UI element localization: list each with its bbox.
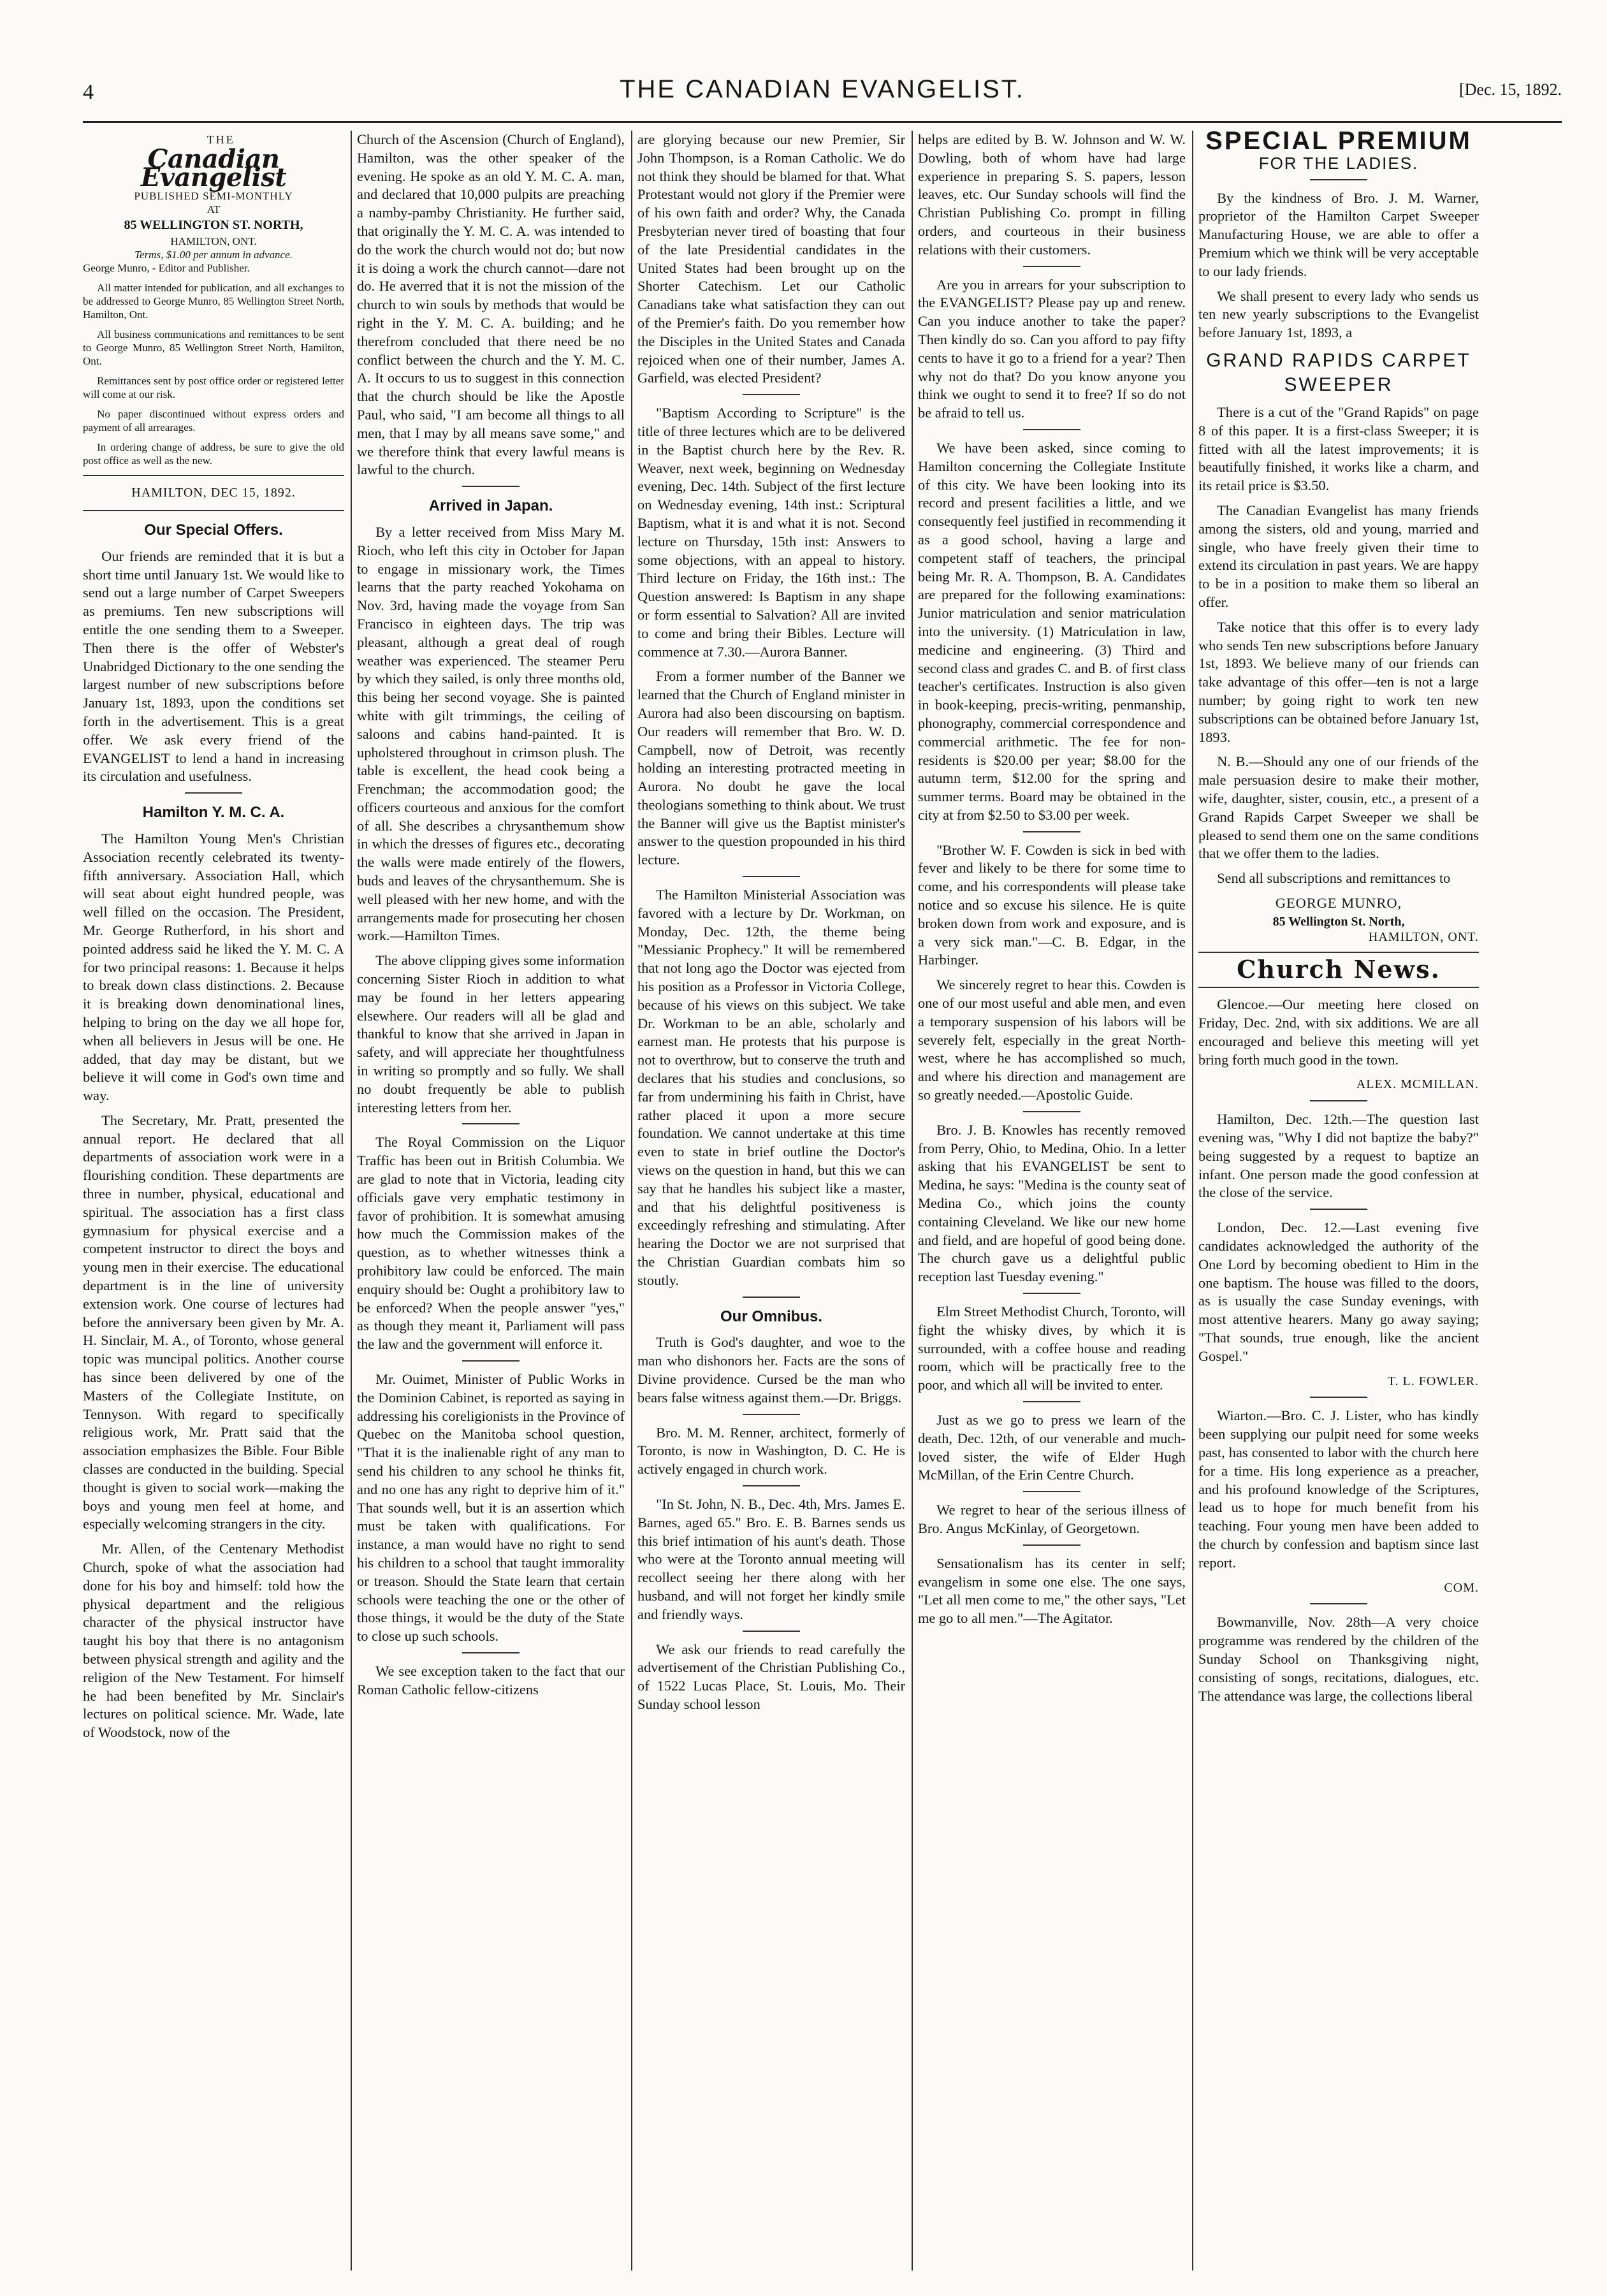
column-divider: [351, 131, 352, 2271]
rule: [743, 1414, 800, 1415]
signature-name: GEORGE MUNRO,: [1275, 894, 1402, 911]
paragraph: From a former number of the Banner we learned that the Church of England minister in Aurora had also been discoursing on baptism. Our readers will remember that Bro. W. D. Campbell, now of Detroit, was recently holding an interesting protracted meeting in Aurora. No doubt he gave the local theologians something to think about. We trust the Banner will give us the Baptist minister's answer to the question propounded in his third lecture.: [637, 668, 905, 868]
paragraph: "Baptism According to Scripture" is the title of three lectures which are to be delivered in the Baptist church here by the Rev. R. Weaver, next week, beginning on Wednesday evening, Dec. 14th. Subject of the first lecture on Wednesday evening, 14th inst.: Scriptural Baptism, what it is and what it is not. Second lecture on Thursday, 15th inst: Answers to some objections, with an appeal to history. Third lecture on Friday, the 16th inst.: The Question answered: Is Baptism in any shape or form essential to Salvation? All are invited to come and bring their Bibles. Lecture will commence at 7.30.—Aurora Banner.: [637, 405, 905, 660]
rule: [462, 1360, 520, 1362]
publisher-address: 85 WELLINGTON ST. NORTH,: [124, 218, 303, 233]
rule: [83, 475, 344, 476]
newspaper-page: [38, 0, 1581, 2296]
rule: [1023, 1544, 1080, 1546]
rule: [462, 1652, 520, 1653]
column-4: [918, 131, 1186, 2271]
paragraph: The Canadian Evangelist has many friends among the sisters, old and young, married and single, who have freely given their time to extend its circulation in past years. We are happy to be in a position to make them so liberal an offer.: [1198, 502, 1479, 610]
column-3: [637, 131, 905, 2271]
rule: [462, 1123, 520, 1124]
news-item: London, Dec. 12.—Last evening five candidates acknowledged the authority of the One Lord by becoming obedient to Him in the one baptism. The house was filled to the doors, as is usually the case Sunday evenings, with most attentive hearers. Many go away saying; "That sounds, true enough, like the ancient Gospel.": [1198, 1219, 1479, 1364]
at-word: AT: [207, 203, 221, 216]
rule: [1023, 1111, 1080, 1112]
special-premium-title: SPECIAL PREMIUM: [1205, 131, 1472, 155]
rule: [1023, 1491, 1080, 1492]
news-signature: COM.: [1444, 1580, 1479, 1595]
rule: [1023, 266, 1080, 267]
section-heading: Hamilton Y. M. C. A.: [142, 804, 285, 822]
subscription-terms: Terms, $1.00 per annum in advance.: [135, 249, 293, 261]
rule: [1023, 1401, 1080, 1402]
paragraph: We have been asked, since coming to Hamilton concerning the Collegiate Institute of this city. We have been looking into its record and present facilities a little, and we consequently feel justified in recommending it as a good school, having a large and competent staff of teachers, the principal being Mr. R. A. Thompson, B. A. Candidates are prepared for the following examinations: Junior matriculation and senior matriculation into the university. (1) Matriculation in law, medicine and engineering. (3) Third and second class and grades C. and B. of first class teacher's certificates. Instruction is also given in book-keeping, precis-writing, penmanship, phonography, commercial correspondence and commercial arithmetic. The fee for non-residents is $20.00 per year; $8.00 for the autumn term, $12.00 for the spring and summer terms. Board may be obtained in the city at from $2.50 to $3.00 per week.: [918, 439, 1186, 823]
publisher-city: HAMILTON, ONT.: [170, 235, 257, 248]
column-divider: [631, 131, 632, 2271]
rule: [743, 1297, 800, 1298]
paragraph: Mr. Allen, of the Centenary Methodist Church, spoke of what the association had done for his boy and himself: told how the physical department and the religious character of the physical instructor have taught his boy that there is no antagonism between physical strength and agility and the religion of the New Testament. For himself he had been benefited by Mr. Sinclair's lectures on political science. Mr. Wade, late of Woodstock, now of the: [83, 1541, 344, 1741]
paragraph: Send all subscriptions and remittances to: [1217, 870, 1451, 887]
church-news-heading: Church News.: [1237, 955, 1441, 984]
paragraph: Are you in arrears for your subscription to the EVANGELIST? Please pay up and renew. Can you induce another to take the paper? Then kindly do so. Can you afford to pay fifty cents to have it go to a friend for a year? Then why not do that? Do you know anyone you think we ought to send it to free? If so do not be afraid to tell us.: [918, 276, 1186, 421]
rule: [1023, 831, 1080, 832]
rule: [1310, 1603, 1367, 1604]
rule: [1310, 1397, 1367, 1398]
signature-city: HAMILTON, ONT.: [1368, 930, 1479, 945]
paragraph: By a letter received from Miss Mary M. Rioch, who left this city in October for Japan to engage in missionary work, the Times learns that the party reached Yokohama on Nov. 3rd, having made the voyage from San Francisco in eighteen days. The trip was pleasant, although a great deal of rough weather was experienced. The steamer Peru by which they sailed, is only three months old, this being her second voyage. She is painted white with gilt trimmings, the ceiling of saloons and cabins hand-painted. It is upholstered throughout in crimson plush. The table is excellent, the head cook being a Frenchman; the accommodation good; the officers courteous and anxious for the comfort of all. She describes a chrysanthemum show in which the dresses of figures etc., decorating the walls were made entirely of the flowers, buds and leaves of the chrysanthemum. She is well pleased with her new home, and with the arrangements made for prosecuting her chosen work.—Hamilton Times.: [357, 523, 625, 944]
sweeper-title: GRAND RAPIDS CARPET SWEEPER: [1206, 349, 1471, 395]
rule: [1023, 429, 1080, 430]
paragraph: We see exception taken to the fact that our Roman Catholic fellow-citizens: [357, 1662, 625, 1697]
paragraph: The Hamilton Ministerial Association was favored with a lecture by Dr. Workman, on Monday, Dec. 12th, the theme being "Messianic Prophecy." It will be remembered that not long ago the Doctor was ejected from his position as a Professor in Victoria College, because of his views on this subject. We take Dr. Workman to be an able, scholarly and earnest man. He protests that his purpose is not to overthrow, but to conserve the truth and declares that his studies and conclusions, so far from undermining his faith in Christ, have rather placed it upon a more secure foundation. We cannot undertake at this time even to state in brief outline the Doctor's views on the question in hand, but this we can say that he handles his subject like a master, and that his delightful positiveness is exceedingly refreshing and stimulating. After hearing the Doctor we are not surprised that the Christian Guardian combats him so stoutly.: [637, 887, 905, 1288]
paragraph: Mr. Ouimet, Minister of Public Works in the Dominion Cabinet, is reported as saying in addressing his coreligionists in the Province of Quebec on the Manitoba school question, "That it is the inalienable right of any man to send his children to any school he thinks fit, and no one has any right to deprive him of it." That sounds well, but it is an assertion which must be taken with qualifications. For instance, a man would have no right to send his children to a school that taught immorality or treason. Should the State learn that certain schools were teaching the one or the other of those things, it would be the duty of the State to close up such schools.: [357, 1371, 625, 1645]
news-signature: T. L. FOWLER.: [1387, 1374, 1479, 1388]
rule: [1310, 1100, 1367, 1101]
issue-date: [Dec. 15, 1892.: [1458, 80, 1562, 99]
nameplate-the: THE: [207, 133, 235, 146]
notice-text: All matter intended for publication, and all exchanges to be addressed to George Munro, 85 Wellington Street North, Hamilton, Ont.: [83, 282, 344, 321]
rule: [743, 1485, 800, 1486]
paragraph: We shall present to every lady who sends us ten new yearly subscriptions to the Evangelist before January 1st, 1893, a: [1198, 287, 1479, 341]
page-number: 4: [83, 80, 94, 104]
signature-address: 85 Wellington St. North,: [1272, 914, 1405, 929]
paragraph: Sensationalism has its center in self; evangelism in some one else. The one says, "Let all men come to me," the other says, "Let me go to all men."—The Agitator.: [918, 1555, 1186, 1627]
dateline: HAMILTON, DEC 15, 1892.: [131, 486, 296, 500]
masthead: THE CANADIAN EVANGELIST.: [620, 75, 1025, 103]
paragraph: Our friends are reminded that it is but a short time until January 1st. We would like to send out a large number of Carpet Sweepers as premiums. Ten new subscriptions will entitle the one sending them to a Sweeper. Then there is the offer of Webster's Unabridged Dictionary to the one sending the largest number of new subscriptions before January 1st, 1893, upon the conditions set forth in the advertisement. This is a great offer. We ask every friend of the EVANGELIST to lend a hand in increasing its circulation and usefulness.: [83, 548, 344, 785]
rule: [1310, 179, 1367, 180]
rule: [1310, 1209, 1367, 1210]
notice-text: No paper discontinued without express orders and payment of all arrearages.: [83, 408, 344, 434]
rule: [743, 1631, 800, 1632]
news-item: Wiarton.—Bro. C. J. Lister, who has kindly been supplying our pulpit need for some weeks past, has consented to labor with the church here for a time. His long experience as a preacher, and his profound knowledge of the Scriptures, lead us to hope for much benefit from his teaching. Four young men have been added to the church by confession and baptism since last report.: [1198, 1407, 1479, 1571]
paragraph: Take notice that this offer is to every lady who sends Ten new subscriptions before January 1st, 1893. We believe many of our friends can take advantage of this offer—ten is not a large number; by going right to work ten new subscriptions can be obtained before January 1st, 1893.: [1198, 618, 1479, 745]
paragraph: are glorying because our new Premier, Sir John Thompson, is a Roman Catholic. We do not think they should be blamed for that. What Protestant would not glory if the Premier were of his own faith and order? Why, the Canada Presbyterian never tired of boasting that four of the late Presidential candidates in the United States had been brought up on the Shorter Catechism. Let our Catholic Canadians take what satisfaction they can out of the Premier's faith. Do you remember how the Disciples in the United States and Canada rejoiced when one of their number, James A. Garfield, was elected President?: [637, 131, 905, 386]
news-signature: ALEX. MCMILLAN.: [1356, 1077, 1479, 1092]
column-5: [1198, 131, 1479, 2271]
column-1: [83, 131, 344, 2271]
paragraph: The Royal Commission on the Liquor Traffic has been out in British Columbia. We are glad to note that in Victoria, leading city officials gave very emphatic testimony in favor of prohibition. It is somewhat amusing how much the Commission makes of the question, as to whether witnesses think a prohibitory law could be enforced. The main enquiry should be: Ought a prohibitory law to be enforced? When the people answer "yes," as though they meant it, Parliament will pass the law and the government will enforce it.: [357, 1134, 625, 1353]
section-heading: Arrived in Japan.: [428, 497, 553, 515]
paragraph: N. B.—Should any one of our friends of the male persuasion desire to make their mother, wife, daughter, sister, cousin, etc., a present of a Grand Rapids Carpet Sweeper we shall be pleased to send them one on the same conditions that we offer them to the ladies.: [1198, 753, 1479, 862]
column-divider: [912, 131, 913, 2271]
notice-text: All business communications and remittances to be sent to George Munro, 85 Wellington Street North, Hamilton, Ont.: [83, 328, 344, 368]
paragraph: The above clipping gives some information concerning Sister Rioch in addition to what may be found in her letters appearing elsewhere. Our readers will all be glad and thankful to know that she arrived in Japan in safety, and will appreciate her thoughtfulness in writing so promptly and so fully. We shall no doubt frequently be able to publish interesting letters from her.: [357, 952, 625, 1115]
section-heading: Our Omnibus.: [720, 1307, 822, 1325]
paragraph: Bro. J. B. Knowles has recently removed from Perry, Ohio, to Medina, Ohio. In a letter asking that his EVANGELIST be sent to Medina, he says: "Medina is the county seat of Medina Co., which joins the county containing Cleveland. We like our new home and field, and are hopeful of good being done. The church gave us a delightful public reception last Tuesday evening.": [918, 1121, 1186, 1285]
page-header: [83, 75, 1562, 113]
paragraph: We sincerely regret to hear this. Cowden is one of our most useful and able men, and even a temporary suspension of his labors will be severely felt, especially in the great North-west, where he has accomplished so much, and where his direction and management are so greatly needed.—Apostolic Guide.: [918, 977, 1186, 1103]
publication-frequency: PUBLISHED SEMI-MONTHLY: [134, 190, 293, 203]
notice-text: Remittances sent by post office order or registered letter will come at our risk.: [83, 375, 344, 401]
paragraph: The Hamilton Young Men's Christian Association recently celebrated its twenty-fifth anniversary. Association Hall, which will seat about eight hundred people, was well filled on the occasion. The President, Mr. George Rutherford, in his short and pointed address said he liked the Y. M. C. A for two principal reasons: 1. Because it helps to break down class distinctions. 2. Because it is breaking down denominational lines, helping to bring on the day we all hope for, when all believers in Jesus will be one. He added, that day may be distant, but we believe it will come in God's own time and way.: [83, 830, 344, 1104]
rule: [185, 792, 242, 794]
rule: [743, 876, 800, 877]
column-divider: [1192, 131, 1193, 2271]
news-item: Hamilton, Dec. 12th.—The question last evening was, "Why I did not baptize the baby?" being suggested by a request to baptize an infant. One person made the good confession at the close of the service.: [1198, 1111, 1479, 1201]
rule: [1198, 987, 1479, 988]
notice-text: In ordering change of address, be sure to give the old post office as well as the new.: [83, 441, 344, 467]
rule: [1023, 1293, 1080, 1294]
section-heading: Our Special Offers.: [144, 521, 283, 539]
paragraph: Church of the Ascension (Church of England), Hamilton, was the other speaker of the evening. He spoke as an old Y. M. C. A. man, and declared that 10,000 pulpits are preaching a namby-pamby Christianity. He further said, that originally the Y. M. C. A. was intended to do the work the church would not do; but now it is doing a work the church cannot—dare not do. He averred that it is not the mission of the church to win souls by methods that would be right in the Y. M. C. A. building; and he therefrom concluded that there need be no conflict between the church and the Y. M. C. A. It occurs to us to suggest in this connection that the church should be like the Apostle Paul, who said, "I am become all things to all men, that I may by all means save some," and we therefore think that every lawful means is lawful to the church.: [357, 131, 625, 478]
paragraph: The Secretary, Mr. Pratt, presented the annual report. He declared that all departments of association work were in a flourishing condition. These departments are three in number, physical, educational and spiritual. The association has a first class gymnasium for physical exercise and a competent instructor to direct the boys and young men in their exercise. The educational department is in the line of university extension work. One course of lectures had before the anniversary been given by Mr. A. H. Sinclair, M. A., of Toronto, whose general topic was muncipal politics. Another course has since been delivered by one of the Masters of the Collegiate Institute, on Tennyson. With regard to specifically religious work, Mr. Pratt said that the association emphasizes the Bible. Four Bible classes are conducted in the building. Special thought is given to social work—making the boys and young men feel at home, and especially welcoming strangers in the city.: [83, 1112, 344, 1532]
paragraph: There is a cut of the "Grand Rapids" on page 8 of this paper. It is a first-class Sweeper; it is fitted with all the latest improvements; it is beautifully finished, it works like a charm, and its retail price is $3.50.: [1198, 403, 1479, 494]
paragraph: Bro. M. M. Renner, architect, formerly of Toronto, is now in Washington, D. C. He is actively engaged in church work.: [637, 1424, 905, 1478]
paragraph: We ask our friends to read carefully the advertisement of the Christian Publishing Co., of 1522 Lucas Place, St. Louis, Mo. Their Sunday school lesson: [637, 1641, 905, 1712]
nameplate-title: Canadian Evangelist: [140, 143, 287, 193]
for-the-ladies-subtitle: FOR THE LADIES.: [1258, 153, 1419, 173]
header-rule: [83, 121, 1562, 123]
paragraph: helps are edited by B. W. Johnson and W. W. Dowling, both of whom have had large experience in preparing S. S. papers, lesson leaves, etc. Our Sunday schools will find the Christian Publishing Co. prompt in filling orders, and courteous in their business relations with their customers.: [918, 131, 1186, 258]
paragraph: "Brother W. F. Cowden is sick in bed with fever and likely to be there for some time to come, and his correspondents will please take notice and so excuse his silence. He is quite broken down from work and exposure, and is a very sick man."—C. B. Edgar, in the Harbinger.: [918, 841, 1186, 968]
news-item: Bowmanville, Nov. 28th—A very choice programme was rendered by the children of the Sunday School on Thanksgiving night, consisting of songs, recitations, dialogues, etc. The attendance was large, the collections liberal: [1198, 1614, 1479, 1704]
paragraph: Elm Street Methodist Church, Toronto, will fight the whisky dives, by which it is surrounded, with a coffee house and reading room, which will be practically free to the poor, and which all will be invited to enter.: [918, 1304, 1186, 1393]
news-item: Glencoe.—Our meeting here closed on Friday, Dec. 2nd, with six additions. We are all encouraged and believe this meeting will yet bring forth much good in the town.: [1198, 996, 1479, 1068]
editor-line: George Munro, - Editor and Publisher.: [83, 262, 250, 275]
paragraph: Truth is God's daughter, and woe to the man who dishonors her. Facts are the sons of Divine providence. Cursed be the man who bears false witness against them.—Dr. Briggs.: [637, 1334, 905, 1406]
rule: [83, 510, 344, 511]
column-2: [357, 131, 625, 2271]
paragraph: Just as we go to press we learn of the death, Dec. 12th, of our venerable and much-loved sister, the wife of Elder Hugh McMillan, of the Erin Centre Church.: [918, 1412, 1186, 1483]
rule: [743, 394, 800, 395]
paragraph: "In St. John, N. B., Dec. 4th, Mrs. James E. Barnes, aged 65." Bro. E. B. Barnes sends us this brief intimation of his aunt's death. Those who were at the Toronto annual meeting will recollect seeing her there along with her husband, and will not forget her kindly smile and friendly ways.: [637, 1495, 905, 1622]
paragraph: We regret to hear of the serious illness of Bro. Angus McKinlay, of Georgetown.: [918, 1502, 1186, 1536]
rule: [462, 486, 520, 487]
rule: [1198, 952, 1479, 953]
paragraph: By the kindness of Bro. J. M. Warner, proprietor of the Hamilton Carpet Sweeper Manufacturing House, we are able to offer a Premium which we think will be very acceptable to our lady friends.: [1198, 189, 1479, 279]
